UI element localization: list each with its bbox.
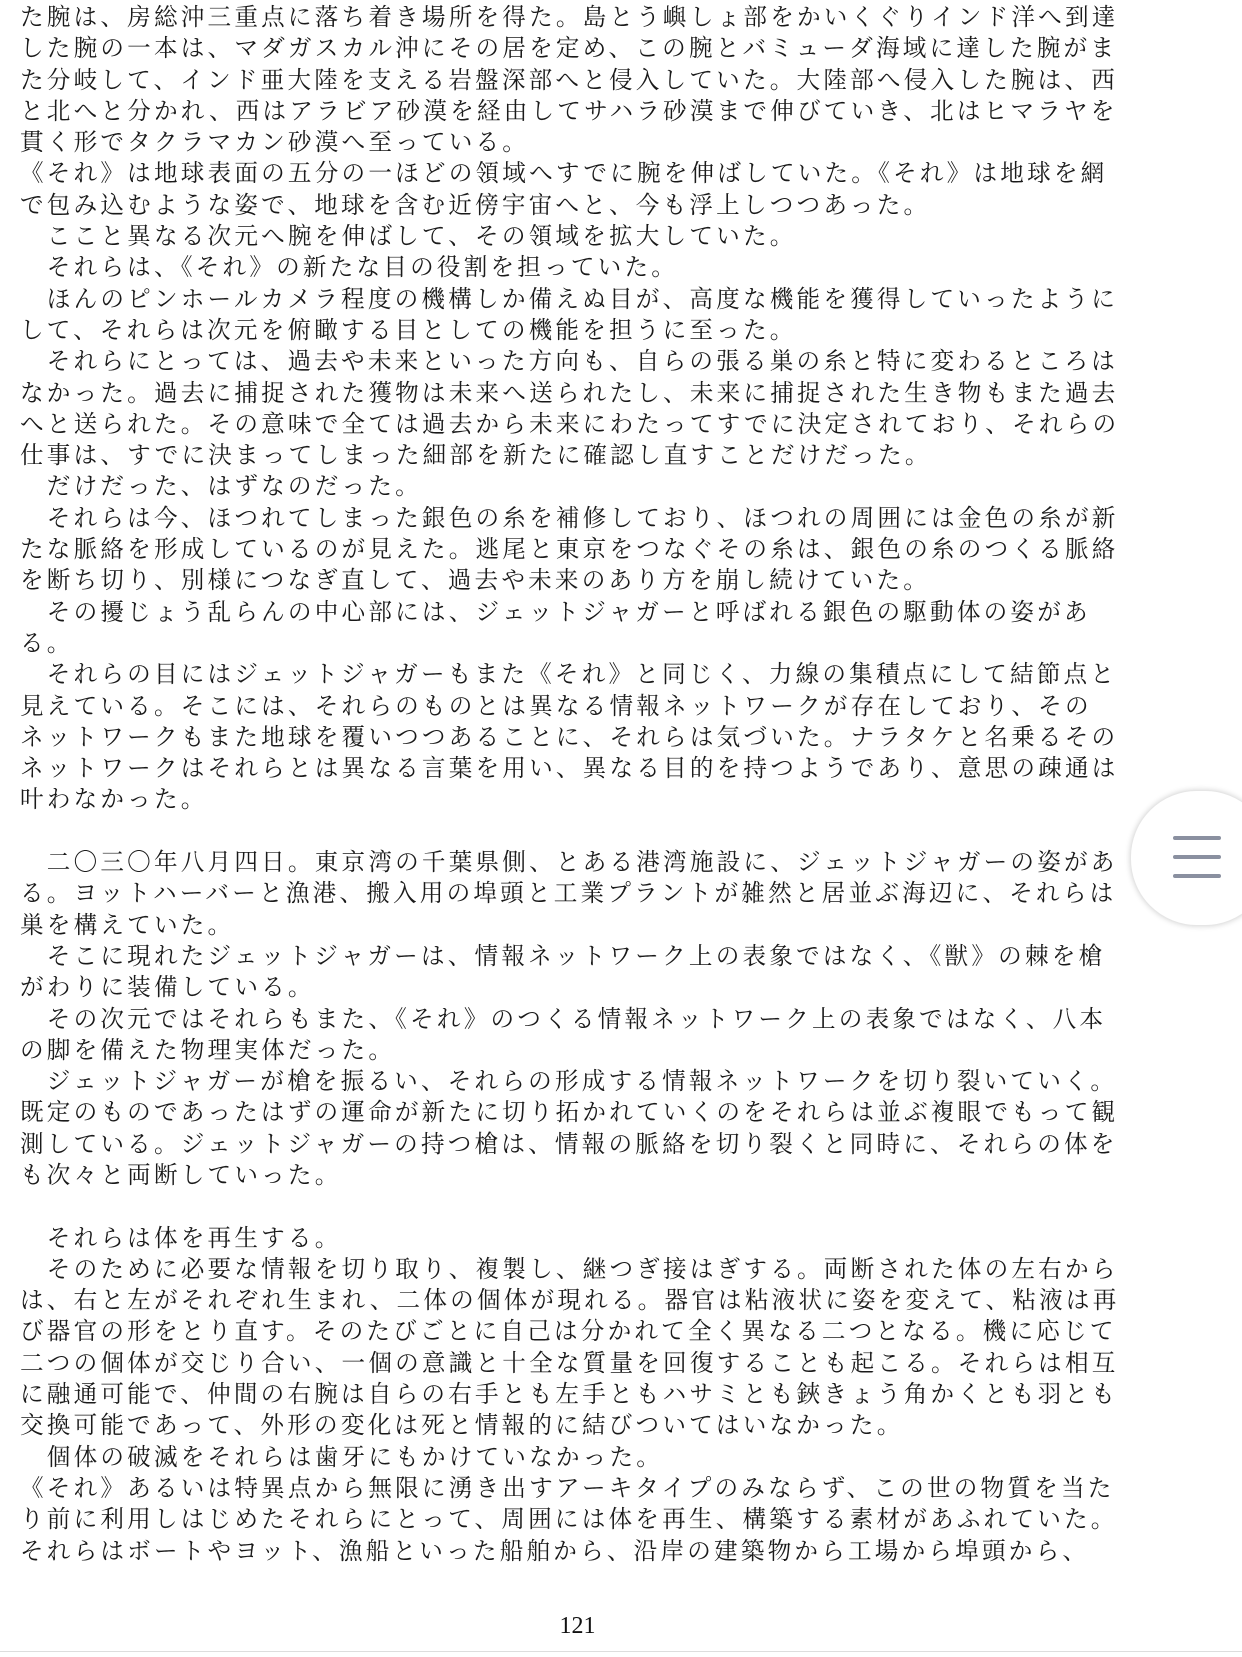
text-line: 二つの個体が交じり合い、一個の意識と十全な質量を回復することも起こる。それらは相互 <box>20 1348 1119 1377</box>
text-line: ほんのピンホールカメラ程度の機構しか備えぬ目が、高度な機能を獲得していったように <box>20 284 1119 313</box>
text-line: 《それ》は地球表面の五分の一ほどの領域へすでに腕を伸ばしていた。《それ》は地球を網 <box>20 159 1108 188</box>
text-line: ネットワークはそれらとは異なる言葉を用い、異なる目的を持つようであり、意思の疎通は <box>20 754 1119 783</box>
text-line: その擾じょう乱らんの中心部には、ジェットジャガーと呼ばれる銀色の駆動体の姿があ <box>20 597 1091 626</box>
text-line: 叶わなかった。 <box>20 785 208 814</box>
hamburger-menu-icon[interactable] <box>1173 836 1221 878</box>
text-line: の脚を備えた物理実体だった。 <box>20 1035 396 1064</box>
blank-line <box>20 1191 1132 1222</box>
text-line: そのために必要な情報を切り取り、複製し、継つぎ接はぎする。両断された体の左右から <box>20 1254 1119 1283</box>
text-line: 《それ》あるいは特異点から無限に湧き出すアーキタイプのみならず、この世の物質を当た <box>20 1473 1115 1502</box>
page-number: 121 <box>559 1613 596 1639</box>
text-line: それらは、《それ》の新たな目の役割を担っていた。 <box>20 253 679 282</box>
text-line: を断ち切り、別様につなぎ直して、過去や未来のあり方を崩し続けていた。 <box>20 566 931 595</box>
text-line: で包み込むような姿で、地球を含む近傍宇宙へと、今も浮上しつつあった。 <box>20 190 931 219</box>
bottom-divider <box>0 1651 1242 1652</box>
text-line: る。 <box>20 628 74 657</box>
text-line: それらにとっては、過去や未来といった方向も、自らの張る巣の糸と特に変わるところは <box>20 347 1119 376</box>
text-line: ジェットジャガーが槍を振るい、それらの形成する情報ネットワークを切り裂いていく。 <box>20 1067 1118 1096</box>
text-line: 仕事は、すでに決まってしまった細部を新たに確認し直すことだけだった。 <box>20 441 932 470</box>
text-line: る。ヨットハーバーと漁港、搬入用の埠頭と工業プラントが雑然と居並ぶ海辺に、それらは <box>20 879 1117 908</box>
text-line: その次元ではそれらもまた、《それ》のつくる情報ネットワーク上の表象ではなく、八本 <box>20 1004 1107 1033</box>
text-line: り前に利用しはじめたそれらにとって、周囲には体を再生、構築する素材があふれていた。 <box>20 1505 1118 1534</box>
text-line: た分岐して、インド亜大陸を支える岩盤深部へと侵入していた。大陸部へ侵入した腕は、西 <box>20 65 1119 94</box>
text-line: に融通可能で、仲間の右腕は自らの右手とも左手ともハサミとも鋏きょう角かくとも羽とも <box>20 1380 1119 1409</box>
text-line: それらは体を再生する。 <box>20 1223 342 1252</box>
text-line: び器官の形をとり直す。そのたびごとに自己は分かれて全く異なる二つとなる。機に応じて <box>20 1317 1117 1346</box>
text-line: 巣を構えていた。 <box>20 910 235 939</box>
text-line: して、それらは次元を俯瞰する目としての機能を担うに至った。 <box>20 315 797 344</box>
text-line: は、右と左がそれぞれ生まれ、二体の個体が現れる。器官は粘液状に姿を変えて、粘液は再 <box>20 1286 1120 1315</box>
text-line: 測している。ジェットジャガーの持つ槍は、情報の脈絡を切り裂くと同時に、それらの体を <box>20 1129 1118 1158</box>
text-line: それらは今、ほつれてしまった銀色の糸を補修しており、ほつれの周囲には金色の糸が新 <box>20 503 1119 532</box>
blank-line <box>20 816 1132 847</box>
menu-button[interactable] <box>1130 790 1242 926</box>
text-line: 二〇三〇年八月四日。東京湾の千葉県側、とある港湾施設に、ジェットジャガーの姿があ <box>20 848 1118 877</box>
text-line: 交換可能であって、外形の変化は死と情報的に結びついてはいなかった。 <box>20 1411 904 1440</box>
page-text-body <box>20 2 1132 1567</box>
text-line: へと送られた。その意味で全ては過去から未来にわたってすでに決定されており、それらの <box>20 409 1120 438</box>
text-line: そこに現れたジェットジャガーは、情報ネットワーク上の表象ではなく、《獣》の棘を槍 <box>20 941 1106 970</box>
text-line: ここと異なる次元へ腕を伸ばして、その領域を拡大していた。 <box>20 222 797 251</box>
text-line: それらの目にはジェットジャガーもまた《それ》と同じく、力線の集積点にして結節点と <box>20 660 1118 689</box>
text-line: なかった。過去に捕捉された獲物は未来へ送られたし、未来に捕捉された生き物もまた過去 <box>20 378 1119 407</box>
text-line: た腕は、房総沖三重点に落ち着き場所を得た。島とう嶼しょ部をかいくぐりインド洋へ到達 <box>20 3 1119 31</box>
text-line: それらはボートやヨット、漁船といった船舶から、沿岸の建築物から工場から埠頭から、 <box>20 1536 1090 1565</box>
text-line: も次々と両断していった。 <box>20 1160 342 1189</box>
text-line: 貫く形でタクラマカン砂漠へ至っている。 <box>20 128 530 157</box>
text-line: たな脈絡を形成しているのが見えた。逃尾と東京をつなぐその糸は、銀色の糸のつくる脈絡 <box>20 535 1119 564</box>
text-line: がわりに装備している。 <box>20 973 315 1002</box>
text-line: 個体の破滅をそれらは歯牙にもかけていなかった。 <box>20 1442 664 1471</box>
text-line: 既定のものであったはずの運命が新たに切り拓かれていくのをそれらは並ぶ複眼でもって観 <box>20 1098 1119 1127</box>
text-line: した腕の一本は、マダガスカル沖にその居を定め、この腕とバミューダ海域に達した腕がま <box>20 34 1118 63</box>
text-line: 見えている。そこには、それらのものとは異なる情報ネットワークが存在しており、その <box>20 691 1092 720</box>
text-line: ネットワークもまた地球を覆いつつあることに、それらは気づいた。ナラタケと名乗るその <box>20 722 1119 751</box>
text-line: と北へと分かれ、西はアラビア砂漠を経由してサハラ砂漠まで伸びていき、北はヒマラヤを <box>20 96 1118 125</box>
text-line: だけだった、はずなのだった。 <box>20 472 422 501</box>
